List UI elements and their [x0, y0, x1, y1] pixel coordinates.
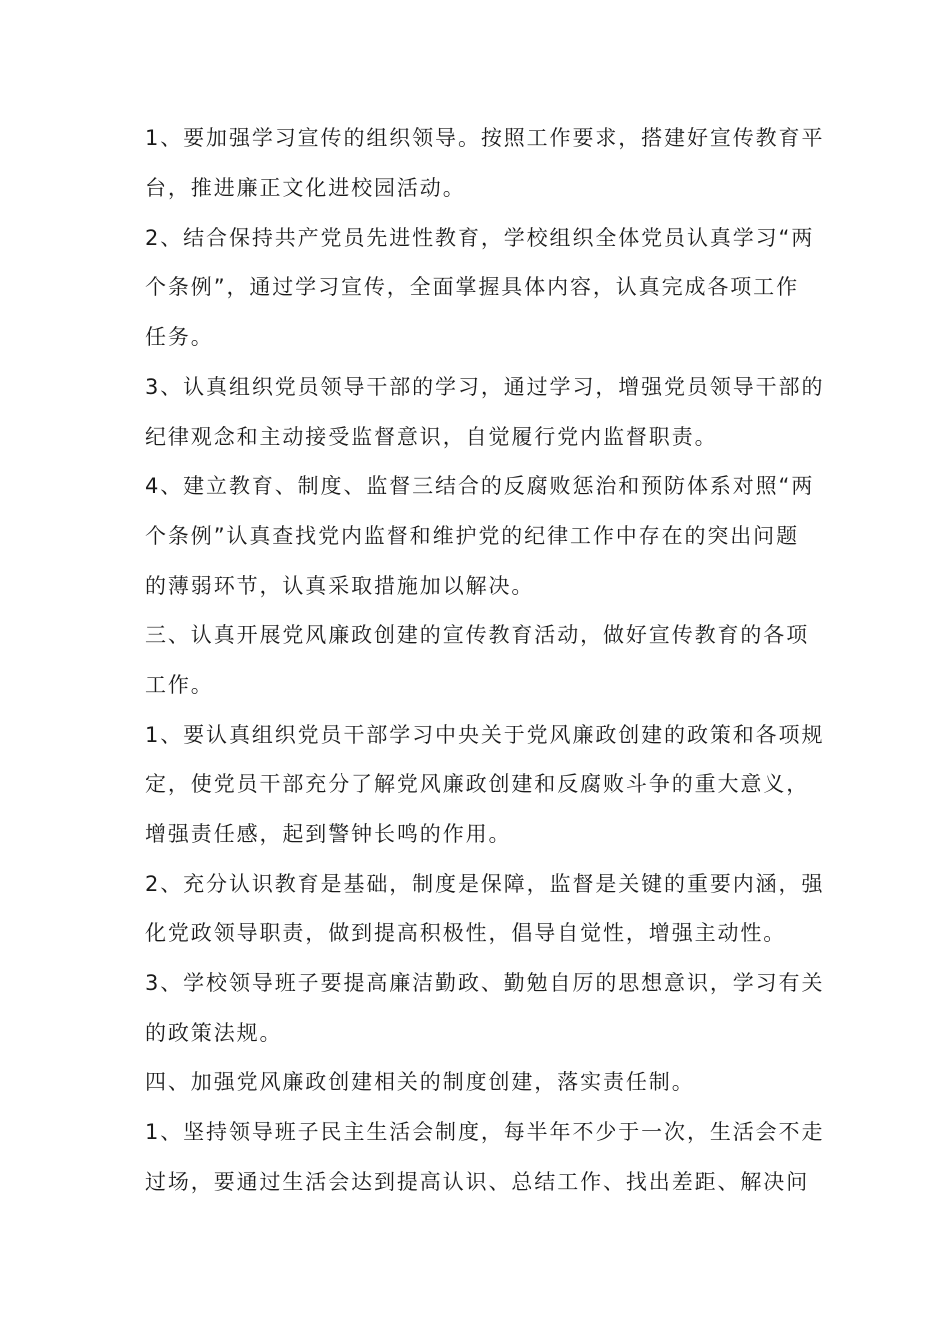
- text-line: 3、认真组织党员领导干部的学习，通过学习，增强党员领导干部的: [145, 375, 825, 399]
- text-line: 四、加强党风廉政创建相关的制度创建，落实责任制。: [145, 1070, 695, 1094]
- text-line: 工作。: [145, 673, 214, 697]
- text-line: 的政策法规。: [145, 1021, 283, 1045]
- text-line: 个条例”，通过学习宣传，全面掌握具体内容，认真完成各项工作: [145, 275, 799, 299]
- text-line: 过场，要通过生活会达到提高认识、总结工作、找出差距、解决问: [145, 1170, 810, 1194]
- text-line: 台，推进廉正文化进校园活动。: [145, 176, 466, 200]
- text-line: 1、要认真组织党员干部学习中央关于党风廉政创建的政策和各项规: [145, 723, 825, 747]
- text-line: 化党政领导职责，做到提高积极性，倡导自觉性，增强主动性。: [145, 921, 787, 945]
- text-line: 3、学校领导班子要提高廉洁勤政、勤勉自厉的思想意识，学习有关: [145, 971, 825, 995]
- text-line: 1、要加强学习宣传的组织领导。按照工作要求，搭建好宣传教育平: [145, 126, 825, 150]
- text-line: 定，使党员干部充分了解党风廉政创建和反腐败斗争的重大意义，: [145, 772, 810, 796]
- text-line: 任务。: [145, 325, 214, 349]
- text-line: 三、认真开展党风廉政创建的宣传教育活动，做好宣传教育的各项: [145, 623, 810, 647]
- text-line: 4、建立教育、制度、监督三结合的反腐败惩治和预防体系对照“两: [145, 474, 815, 498]
- text-line: 纪律观念和主动接受监督意识，自觉履行党内监督职责。: [145, 425, 718, 449]
- text-line: 个条例”认真查找党内监督和维护党的纪律工作中存在的突出问题: [145, 524, 799, 548]
- text-line: 2、结合保持共产党员先进性教育，学校组织全体党员认真学习“两: [145, 226, 815, 250]
- text-line: 1、坚持领导班子民主生活会制度，每半年不少于一次，生活会不走: [145, 1120, 825, 1144]
- text-line: 的薄弱环节，认真采取措施加以解决。: [145, 574, 535, 598]
- text-line: 增强责任感，起到警钟长鸣的作用。: [145, 822, 512, 846]
- text-line: 2、充分认识教育是基础，制度是保障，监督是关键的重要内涵，强: [145, 872, 825, 896]
